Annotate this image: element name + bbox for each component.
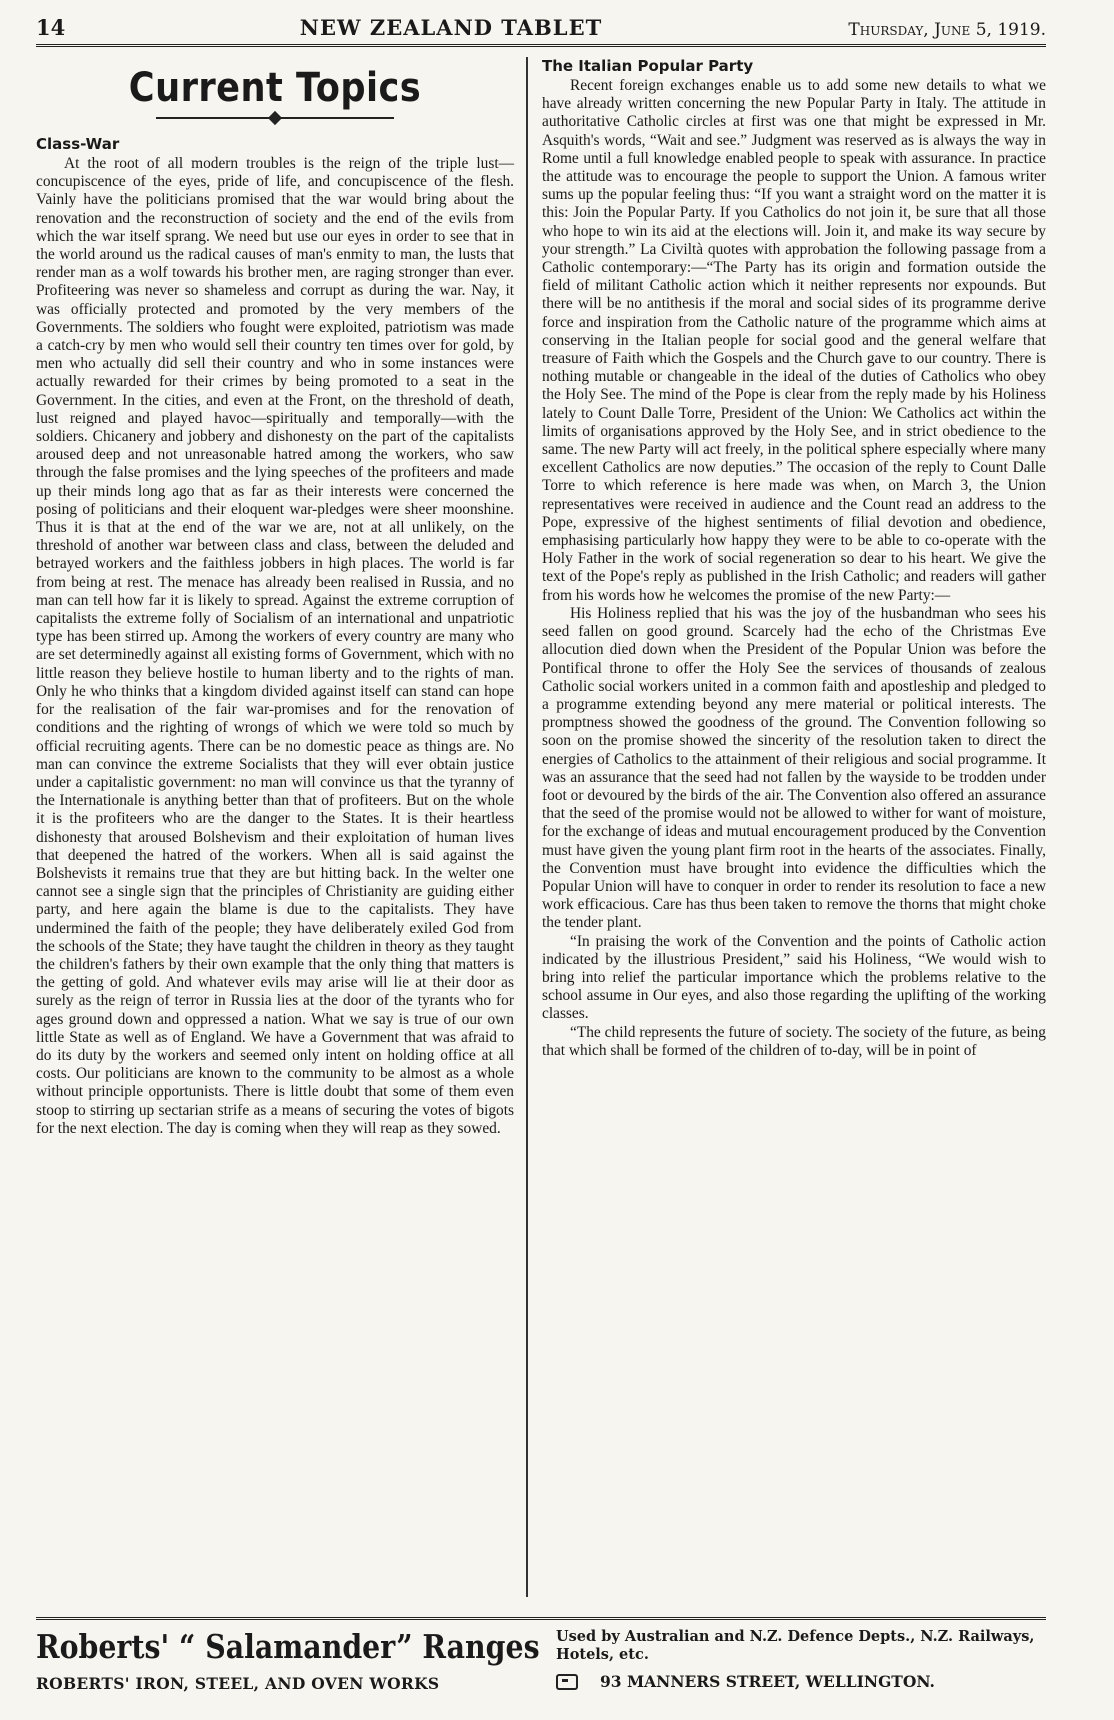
title-ornament: [36, 113, 514, 123]
italian-party-paragraph: His Holiness replied that his was the joy of the husbandman who sees his seed fallen on good ground. Scarcely had the echo of the Christmas Eve allocution died down when the President of the Popular Union was before the Pontifical throne to offer the Holy See the services of thousands of zealous Catholic social workers united in a common faith and apostleship and pledged to a programme extending beyond any mere material or political interests. The promptness showed the goodness of the ground. The Convention following so soon on the promise showed the sincerity of the resolution taken to direct the energies of Catholics to the attainment of their religious and social programme. It was an assurance that the seed had not fallen by the wayside to be trodden under foot or devoured by the birds of the air. The Convention also offered an assurance that the seed of the promise would not be allowed to wither for want of moisture, for the exchange of ideas and mutual encouragement produced by the Convention must have given the young plant firm root in the hearts of the associates. Finally, the Convention must have brought into evidence the difficulties which the Popular Union will have to conquer in order to render its resolution to face a new work efficacious. Care has thus been taken to remove the thorns that might choke the tender plant.: [542, 604, 1046, 932]
advert-used-by: Used by Australian and N.Z. Defence Depts., N.Z. Railways, Hotels, etc.: [556, 1628, 1035, 1663]
right-column: [528, 57, 1046, 1597]
advert-address-line: [556, 1672, 1046, 1691]
left-column: [36, 57, 526, 1597]
page-header: [36, 14, 1046, 47]
advert-right: [556, 1628, 1046, 1691]
footer-divider: [36, 1617, 1046, 1623]
issue-date: Thursday, June 5, 1919.: [848, 20, 1046, 40]
newspaper-page: [36, 14, 1046, 1597]
advert-title: Roberts' “ Salamander” Ranges: [36, 1627, 540, 1666]
telephone-icon: [556, 1674, 578, 1690]
advert-subtitle: ROBERTS' IRON, STEEL, AND OVEN WORKS: [36, 1674, 440, 1693]
article-columns: [36, 57, 1046, 1597]
italian-party-paragraph: “In praising the work of the Convention and the points of Catholic action indicated by the illustrious President,” said his Holiness, “We would wish to bring into relief the particular importance which the problems relative to the school assume in Our eyes, and also those regarding the uplifting of the working classes.: [542, 932, 1046, 1023]
advert-left: [36, 1628, 556, 1693]
page-title: Current Topics: [128, 65, 422, 111]
publication-title: NEW ZEALAND TABLET: [299, 15, 603, 40]
italian-party-paragraph: Recent foreign exchanges enable us to add some new details to what we have already written concerning the new Popular Party in Italy. The attitude in authoritative Catholic circles at first was one that might be expressed in Mr. Asquith's words, “Wait and see.” Judgment was reserved as is always the way in Rome until a full knowledge enabled people to speak with assurance. In practice the attitude was to encourage the people to support the Union. A famous writer sums up the popular feeling thus: “If you want a straight word on the matter it is this: Join the Popular Party. If you Catholics do not join it, be sure that all those who hope to win its aid at the elections will. Join it, and make its way secure by your strength.” La Civiltà quotes with approbation the following passage from a Catholic contemporary:—“The Party has its origin and formation outside the field of militant Catholic action which it neither represents nor expounds. But there will be no antithesis if the moral and social sides of its programme derive force and inspiration from the Catholic nature of the programme which aims at conserving in the Italian people for social good and the general welfare that treasure of Faith which the Gospels and the Church gave to our country. There is nothing mutable or changeable in the ideal of the duties of Catholics who obey the Holy See. The mind of the Pope is clear from the reply made by his Holiness lately to Count Dalle Torre, President of the Union: We Catholics act within the limits of organisations approved by the Holy See, and in strict obedience to the same. The new Party will act freely, in the political sphere especially where many excellent Catholics are now deputies.” The occasion of the reply to Count Dalle Torre to which reference is here made was when, on March 3, the Union representatives were received in audience and the Count read an address to the Pope, expressive of the highest sentiments of filial devotion and obedience, emphasising particularly how happy they were to be able to co-operate with the Holy Father in the work of social regeneration so dear to his heart. We give the text of the Pope's reply as published in the Irish Catholic; and readers will gather from his words how he welcomes the promise of the new Party:—: [542, 77, 1046, 604]
class-war-text: At the root of all modern troubles is the reign of the triple lust—concupiscence of the eyes, pride of life, and concupiscence of the flesh. Vainly have the politicians promised that the war would bring about the renovation and the reconstruction of society and the end of the evils from which the war itself sprang. We need but use our eyes in order to see that in the world around us the radical causes of man's enmity to man, the lusts that render man as a wolf towards his brother men, are raging stronger than ever. Profiteering was never so shameless and corrupt as during the war. Nay, it was officially protected and promoted by the very members of the Governments. The soldiers who fought were exploited, patriotism was made a catch-cry by men who would sell their country ten times over for gold, by men who actually did sell their country and who in some instances were actually rewarded for their crimes by being promoted to a seat in the Government. In the cities, and even at the Front, on the threshold of death, lust reigned and played havoc—spiritually and temporally—with the soldiers. Chicanery and jobbery and dishonesty on the part of the capitalists aroused deep and not unreasonable hatred among the workers, who saw through the false promises and the lying speeches of the profiteers and made up their minds long ago that as far as their interests were concerned the posing of politicians and their eloquent war-pledges were sheer moonshine. Thus it is that at the end of the war we are, not at all unlikely, on the threshold of another war between class and class, between the deluded and betrayed workers and the faithless jobbers in high places. The world is far from being at rest. The menace has already been realised in Russia, and no man can tell how far it is likely to spread. Against the extreme corruption of capitalists the extreme folly of Socialism of an international and unpatriotic type has been stirred up. Among the workers of every country are many who are set determinedly against all existing forms of Government, which with no little reason they believe hostile to human liberty and to the rights of man. Only he who thinks that a kingdom divided against itself can stand can hope for the realisation of the fair war-promises and for the renovation of conditions and the righting of wrongs of which we were told so much by official recruiting agents. There can be no domestic peace as things are. No man can convince the extreme Socialists that they will ever obtain justice under a capitalistic government: no man will convince us that the tyranny of the Internationale is anything better than that of profiteers. But on the whole it is the profiteers who are the danger to the States. It is their heartless dishonesty that aroused Bolshevism and their exploitation of human lives that deepened the hatred of the workers. When all is said against the Bolshevists it remains true that they are but hitting back. In the welter one cannot see a single sign that the principles of Christianity are guiding either party, and here again the blame is due to the capitalists. They have undermined the faith of the people; they have deliberately exiled God from the schools of the State; they have taught the children in theory as they taught the children's fathers by their own example that the only thing that matters is the getting of gold. And whatever evils may arise will lie at their door as surely as the reign of terror in Russia lies at the door of the tyrants who for ages ground down and oppressed a nation. What we say is true of our own little State as well as of England. We have a Government that was afraid to do its duty by the workers and seemed only intent on holding office at all costs. Our politicians are known to the community to be almost as a whole without principle opportunists. There is little doubt that some of them even stoop to stirring up sectarian strife as a means of securing the votes of bigots for the next election. The day is coming when they will reap as they sowed.: [36, 155, 514, 1137]
advert-address: 93 MANNERS STREET, WELLINGTON.: [600, 1672, 935, 1691]
italian-party-paragraph: “The child represents the future of society. The society of the future, as being that which shall be formed of the children of to-day, will be in point of: [542, 1023, 1046, 1059]
page-number: 14: [36, 15, 66, 40]
section-heading-class-war: Class-War: [36, 135, 120, 153]
section-heading-italian-party: The Italian Popular Party: [542, 57, 754, 75]
advertisement: [36, 1628, 1046, 1710]
